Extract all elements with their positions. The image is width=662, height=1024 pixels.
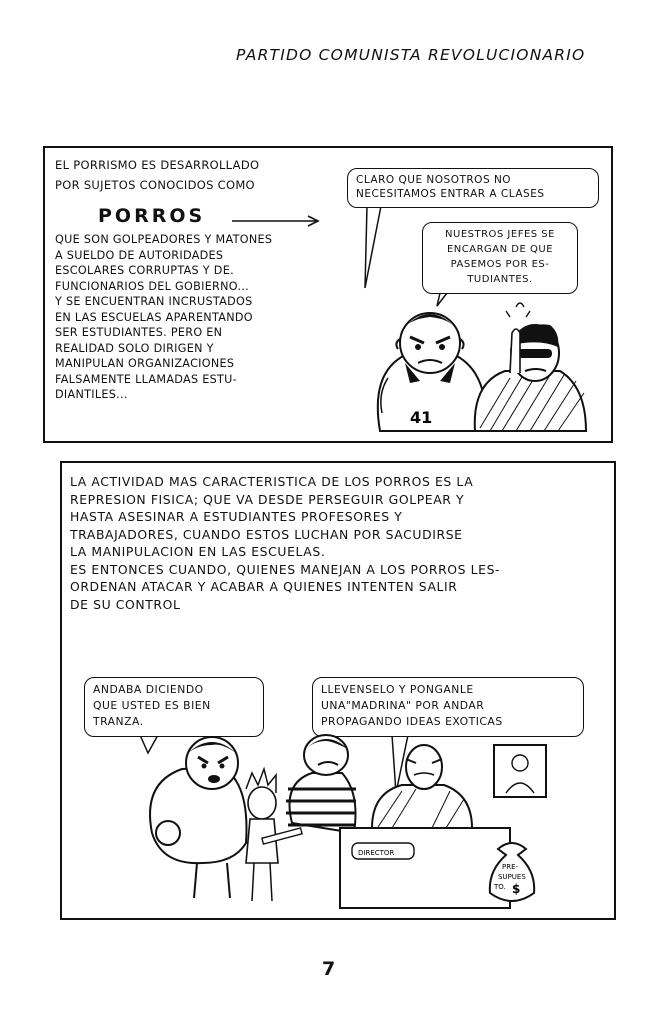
narration-line: EL PORRISMO ES DESARROLLADO (55, 158, 260, 172)
moneybag-text: TO. (494, 883, 506, 891)
bubble-line: UNA"MADRINA" POR ANDAR (321, 699, 485, 712)
bubble-line: PROPAGANDO IDEAS EXOTICAS (321, 715, 503, 728)
narration-line: LA ACTIVIDAD MAS CARACTERISTICA DE LOS PORROS ES LA (70, 474, 474, 489)
narration-line: EN LAS ESCUELAS APARENTANDO (55, 310, 253, 324)
bubble-line: ANDABA DICIENDO (93, 683, 204, 696)
narration-line: ORDENAN ATACAR Y ACABAR A QUIENES INTENTEN SALIR (70, 579, 458, 594)
bubble-line: LLEVENSELO Y PONGANLE (321, 683, 474, 696)
narration-line: MANIPULAN ORGANIZACIONES (55, 357, 235, 370)
porros-thugs-illustration (360, 303, 590, 438)
narration-line: POR SUJETOS CONOCIDOS COMO (55, 177, 255, 192)
page-header-title: PARTIDO COMUNISTA REVOLUCIONARIO (236, 46, 586, 64)
narration-line: ESCOLARES CORRUPTAS Y DE. (55, 264, 234, 277)
narration-line: FUNCIONARIOS DEL GOBIERNO... (55, 279, 250, 293)
narration-line: ES ENTONCES CUANDO, QUIENES MANEJAN A LOS PORROS LES- (70, 561, 501, 577)
narration-line: DIANTILES... (55, 388, 128, 401)
page-number: 7 (322, 958, 336, 980)
porros-grabbing-student-illustration (142, 733, 362, 913)
narration-line: A SUELDO DE AUTORIDADES (55, 248, 224, 262)
speech-bubble-llevenselo (312, 677, 584, 737)
moneybag-dollar: $ (512, 882, 521, 896)
narration-line: FALSAMENTE LLAMADAS ESTU- (55, 372, 237, 386)
bubble-line: ENCARGAN DE QUE (446, 244, 554, 255)
narration-line: DE SU CONTROL (70, 596, 181, 612)
moneybag-text: SUPUES (498, 873, 526, 881)
speech-bubble-andaba (84, 677, 264, 737)
narration-line: LA MANIPULACION EN LAS ESCUELAS. (70, 544, 326, 559)
narration-line: TRABAJADORES, CUANDO ESTOS LUCHAN POR SACUDIRSE (70, 526, 463, 542)
comic-panel-2 (60, 461, 616, 920)
narration-line: Y SE ENCUENTRAN INCRUSTADOS (55, 295, 253, 308)
narration-line: SER ESTUDIANTES. PERO EN (55, 326, 223, 339)
porros-heading: PORROS (98, 205, 206, 227)
narration-line: HASTA ASESINAR A ESTUDIANTES PROFESORES Y (70, 509, 403, 524)
jersey-number: 41 (410, 408, 433, 427)
bubble-line: CLARO QUE NOSOTROS NO (356, 174, 512, 186)
comic-panel-1 (43, 146, 613, 443)
moneybag-icon (472, 833, 552, 913)
bubble-line: NECESITAMOS ENTRAR A CLASES (356, 188, 545, 200)
desk-sign-text: DIRECTOR (358, 849, 395, 857)
moneybag-text: PRE- (502, 863, 519, 871)
narration-line: REALIDAD SOLO DIRIGEN Y (55, 341, 214, 355)
bubble-line: QUE USTED ES BIEN (93, 699, 211, 712)
speech-bubble-jefes (422, 222, 578, 294)
bubble-line: TUDIANTES. (467, 274, 533, 285)
narration-line: QUE SON GOLPEADORES Y MATONES (55, 233, 273, 246)
bubble-line: TRANZA. (93, 715, 144, 728)
narration-line: REPRESION FISICA; QUE VA DESDE PERSEGUIR GOLPEAR Y (70, 491, 465, 507)
bubble-line: PASEMOS POR ES- (450, 259, 550, 270)
speech-bubble-claro (347, 168, 599, 208)
bubble-line: NUESTROS JEFES SE (445, 229, 555, 240)
wall-portrait-icon (492, 743, 552, 803)
